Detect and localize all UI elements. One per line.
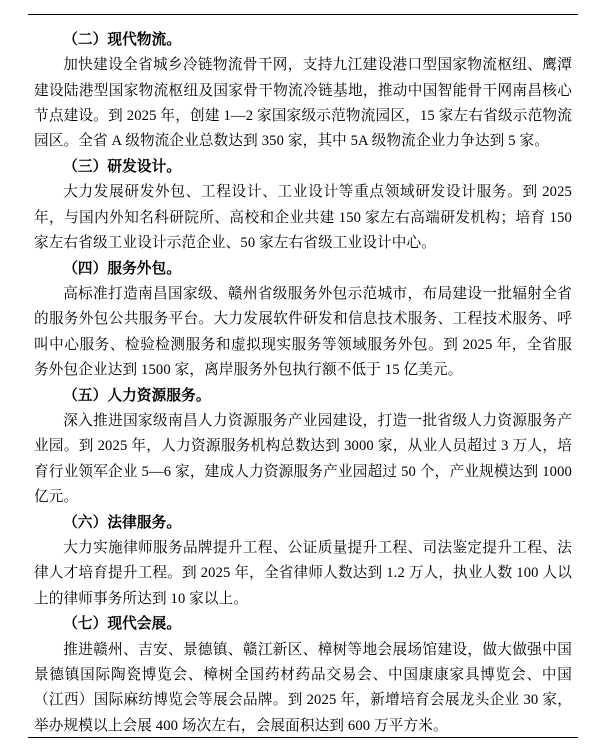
section-heading: （六）法律服务。 <box>63 514 182 531</box>
paragraph: 推进赣州、吉安、景德镇、赣江新区、樟树等地会展场馆建设，做大做强中国景德镇国际陶瓷博览会、樟树全国药材药品交易会、中国康康家具博览会、中国（江西）国际麻纺博览会等展会品牌。到 2025 年，新增培育会展龙头企业 30 家，举办规模以上会展 400 场次左右，会展面积达到 600 万平方米。 <box>34 641 572 734</box>
paragraph: 大力实施律师服务品牌提升工程、公证质量提升工程、司法鉴定提升工程、法律人才培育提升工程。到 2025 年，全省律师人数达到 1.2 万人，执业人数 100 人以上的律师事务所达到 10 家以上。 <box>34 539 572 607</box>
section-heading: （四）服务外包。 <box>63 260 182 277</box>
paragraph: 深入推进国家级南昌人力资源服务产业园建设，打造一批省级人力资源服务产业园。到 2025 年，人力资源服务机构总数达到 3000 家，从业人员超过 3 万人，培育行业领军企业 5—6 家，建成人力资源服务产业园超过 50 个，产业规模达到 1000 亿元。 <box>34 412 572 505</box>
document-body <box>34 28 572 734</box>
section-heading: （七）现代会展。 <box>63 616 182 633</box>
paragraph: 加快建设全省城乡冷链物流骨干网，支持九江建设港口型国家物流枢纽、鹰潭建设陆港型国家物流枢纽及国家骨干物流冷链基地，推动中国智能骨干网南昌核心节点建设。到 2025 年，创建 1—2 家国家级示范物流园区，15 家左右省级示范物流园区。全省 A 级物流企业总数达到 350 家，其中 5A 级物流企业力争达到 5 家。 <box>34 57 572 150</box>
section-heading: （三）研发设计。 <box>63 158 182 175</box>
section-heading: （二）现代物流。 <box>63 32 182 48</box>
paragraph: 高标准打造南昌国家级、赣州省级服务外包示范城市，布局建设一批辐射全省的服务外包公共服务平台。大力发展软件研发和信息技术服务、工程技术服务、呼叫中心服务、检验检测服务和虚拟现实服务等领域服务外包。到 2025 年，全省服务外包企业达到 1500 家，离岸服务外包执行额不低于 15 亿美元。 <box>34 285 572 378</box>
paragraph: 大力发展研发外包、工程设计、工业设计等重点领域研发设计服务。到 2025 年，与国内外知名科研院所、高校和企业共建 150 家左右高端研发机构；培育 150 家左右省级工业设计示范企业、50 家左右省级工业设计中心。 <box>34 184 572 251</box>
section-heading: （五）人力资源服务。 <box>63 387 211 404</box>
page-rule-top <box>28 14 578 15</box>
